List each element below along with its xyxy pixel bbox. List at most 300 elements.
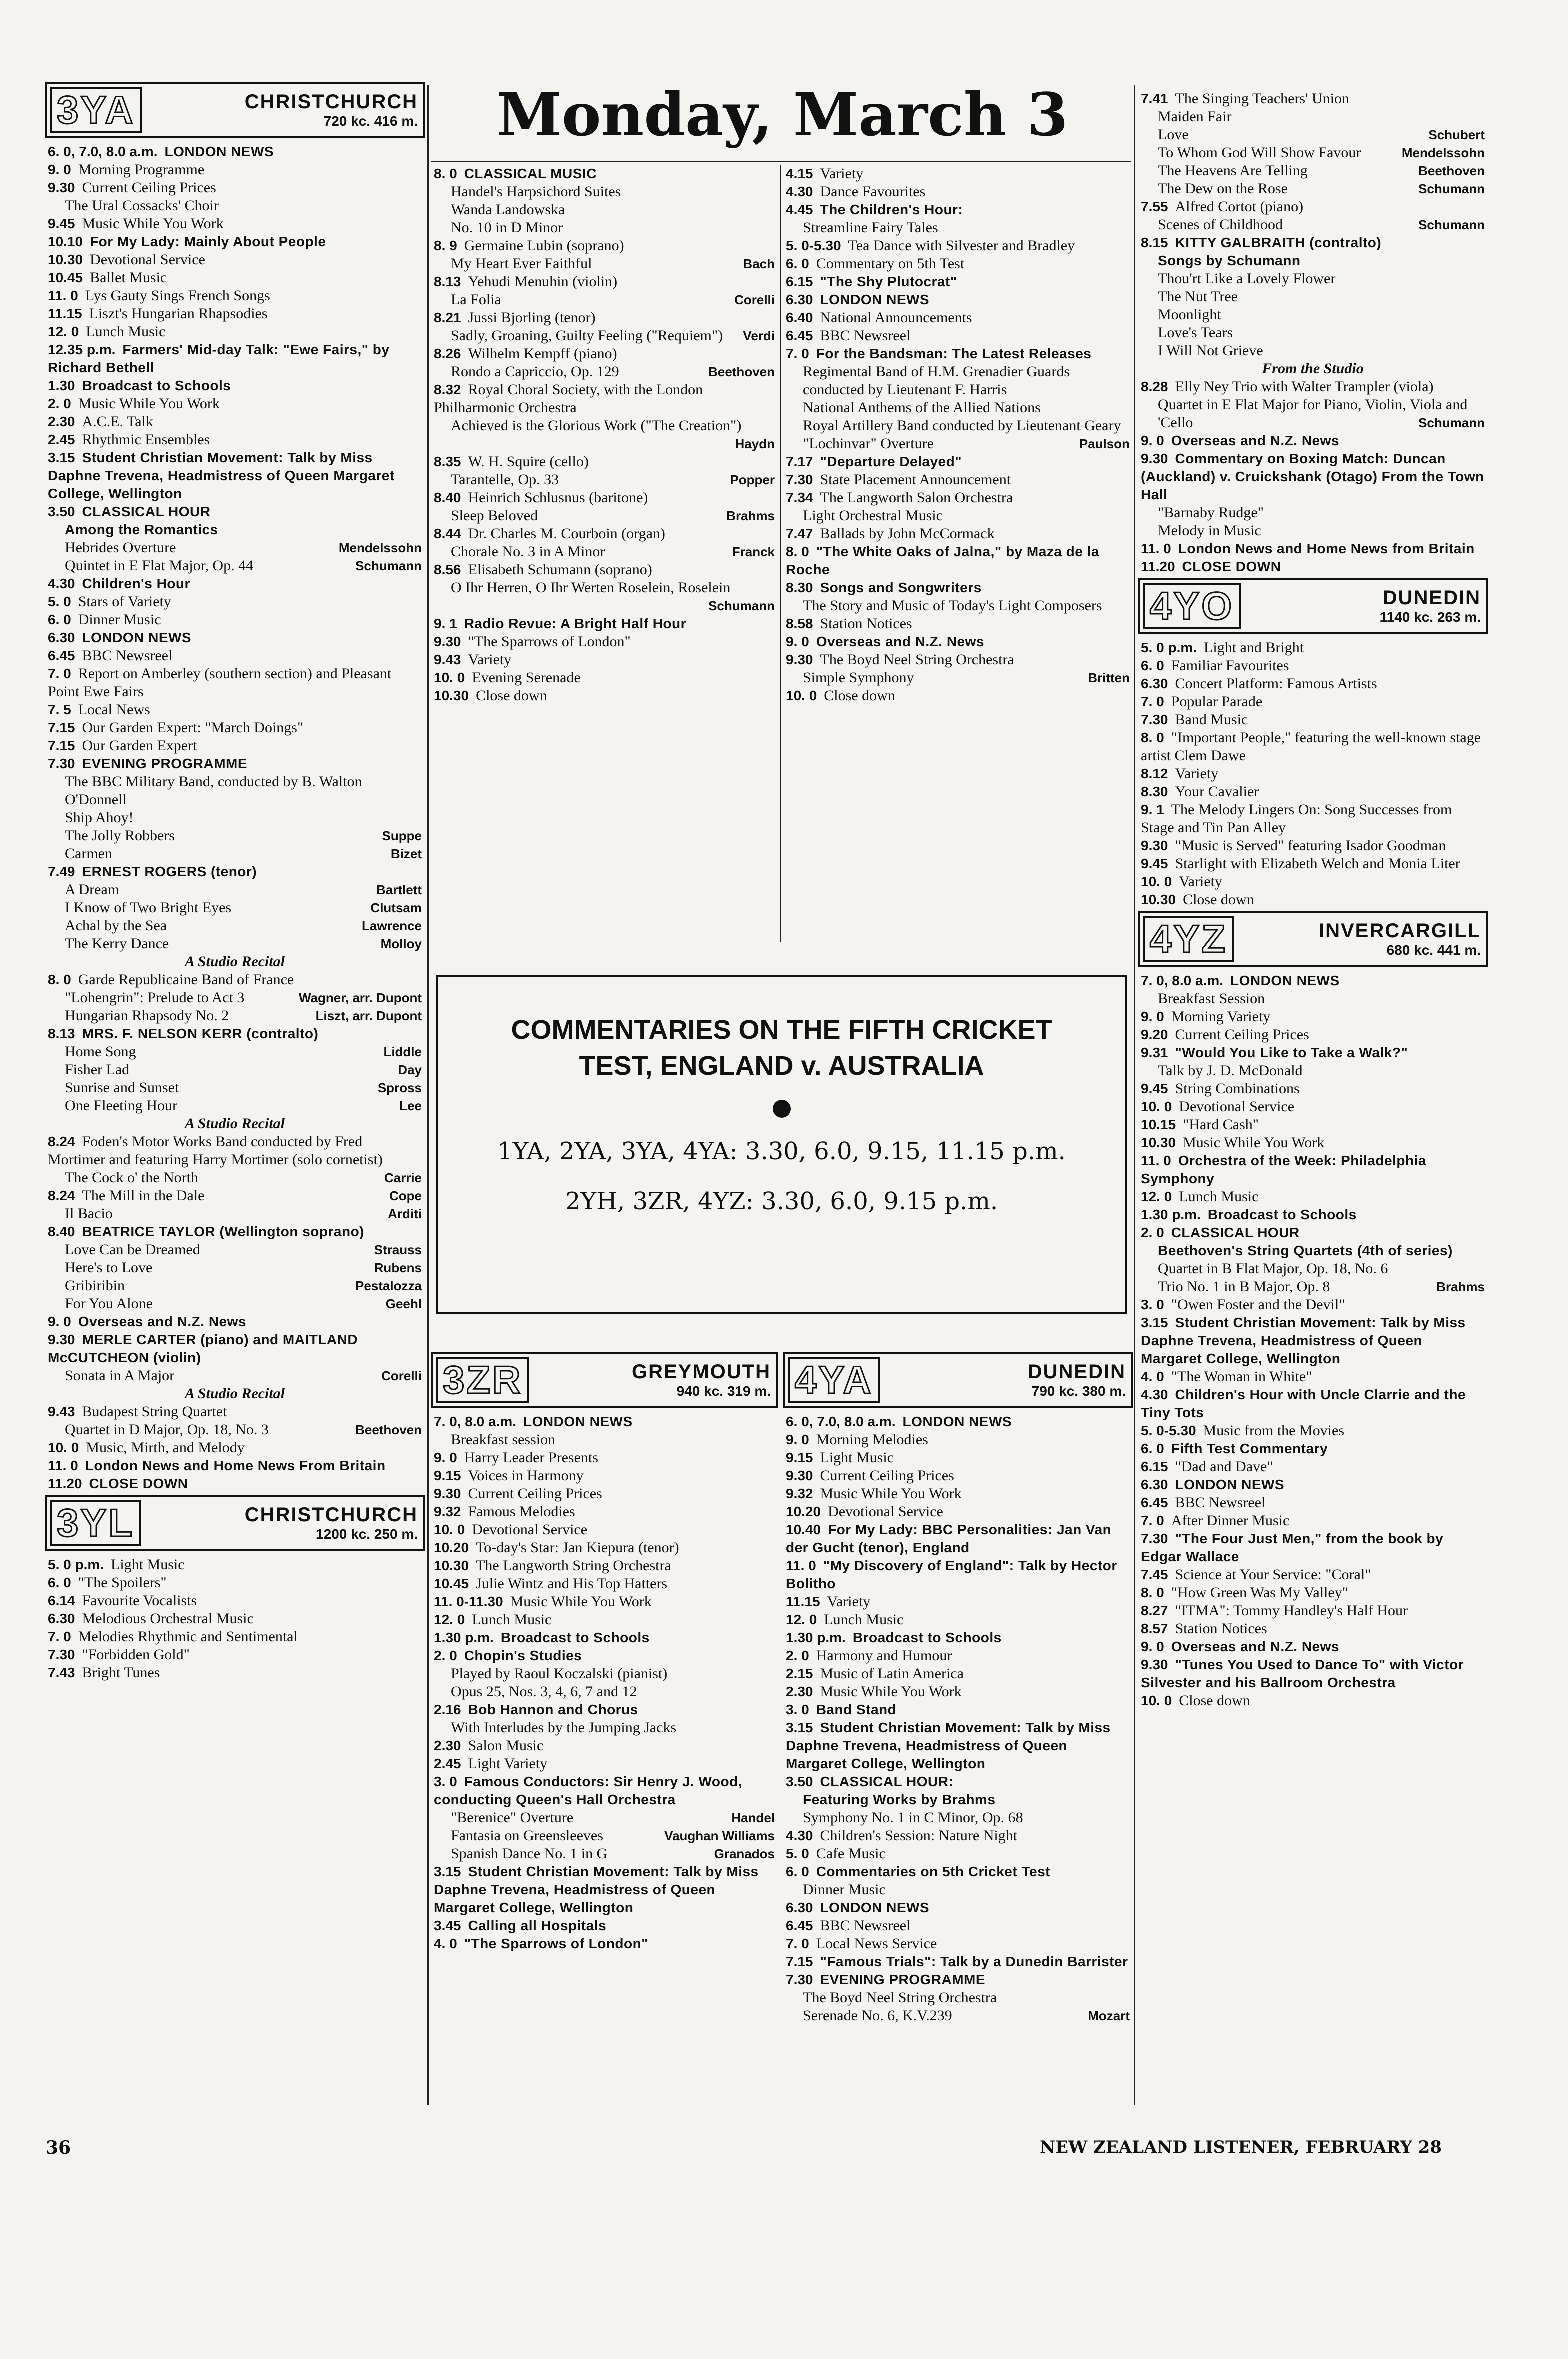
composer-name: Pestalozza [356, 1278, 422, 1294]
programme-time: 12.35 p.m. [48, 342, 116, 358]
programme-title: "Would You Like to Take a Walk?" [1175, 1045, 1408, 1060]
programme-time: 6.15 [1141, 1459, 1168, 1474]
programme-time: 4.30 [1141, 1387, 1168, 1402]
programme-time: 6. 0 [786, 1864, 810, 1880]
programme-time: 2.45 [48, 432, 76, 448]
programme-title: The Singing Teachers' Union [1175, 90, 1350, 107]
programme-title: Variety [468, 652, 512, 668]
programme-title: Music of Latin America [820, 1666, 964, 1682]
composer-name: Rubens [374, 1260, 422, 1276]
programme-entry [1138, 1620, 1488, 1638]
column-3-lower [783, 1350, 1133, 2130]
programme-time: 9. 0 [786, 634, 810, 650]
programme-time: 6.30 [1141, 1477, 1168, 1492]
programme-title: Talk by J. D. McDonald [1158, 1062, 1303, 1079]
programme-time: 8.40 [48, 1224, 76, 1240]
programme-title: "The Shy Plutocrat" [820, 274, 958, 290]
programme-title: "The Sparrows of London" [468, 634, 631, 650]
programme-time: 8.40 [434, 490, 462, 506]
programme-title: Current Ceiling Prices [82, 180, 216, 196]
programme-title: Love Can be Dreamed [65, 1242, 200, 1258]
programme-title: Close down [1179, 1692, 1250, 1709]
programme-title: Regimental Band of H.M. Grenadier Guards conducted by Lieutenant F. Harris [803, 364, 1070, 398]
programme-time: 8.21 [434, 310, 462, 326]
programme-entry [1138, 855, 1488, 873]
programme-entry [45, 917, 425, 935]
programme-title: "Berenice" Overture [451, 1810, 574, 1826]
programme-entry [45, 503, 425, 521]
programme-title: Current Ceiling Prices [1175, 1026, 1310, 1043]
programme-entry [431, 1503, 778, 1521]
programme-title: Farmers' Mid-day Talk: "Ewe Fairs," by Richard Bethell [48, 342, 390, 376]
programme-entry [45, 647, 425, 665]
programme-entry [431, 633, 778, 651]
programme-title: Played by Raoul Koczalski (pianist) [451, 1666, 668, 1682]
programme-title: Children's Session: Nature Night [820, 1828, 1018, 1844]
programme-entry [1138, 765, 1488, 783]
programme-time: 10.15 [1141, 1117, 1176, 1132]
programme-time: 7. 0 [48, 666, 72, 682]
programme-title: CLASSICAL MUSIC [464, 166, 597, 182]
programme-time: 8.57 [1141, 1621, 1168, 1636]
programme-title: Lunch Music [824, 1612, 904, 1628]
programme-entry [431, 651, 778, 669]
programme-entry [1138, 432, 1488, 450]
programme-time: 8.44 [434, 526, 462, 542]
programme-title: Popular Parade [1171, 694, 1263, 710]
programme-entry [1138, 693, 1488, 711]
programme-title: Tarantelle, Op. 33 [451, 472, 560, 488]
programme-time: 8.12 [1141, 766, 1168, 782]
programme-time: 9.45 [1141, 856, 1168, 872]
programme-title: Carmen [65, 846, 112, 862]
studio-note: A Studio Recital [184, 1116, 286, 1132]
programme-title: Melodious Orchestral Music [82, 1610, 254, 1627]
programme-time: 1.30 [48, 378, 76, 394]
programme-title: Rhythmic Ensembles [82, 432, 210, 448]
programme-entry [1138, 198, 1488, 216]
programme-title: Yehudi Menuhin (violin) [468, 274, 618, 290]
programme-entry [431, 1809, 778, 1827]
programme-time: 10.45 [48, 270, 84, 286]
programme-title: Our Garden Expert [82, 738, 198, 754]
programme-title: To Whom God Will Show Favour [1158, 144, 1362, 161]
programme-entry [431, 345, 778, 363]
programme-title: Local News Service [816, 1936, 938, 1952]
programme-title: Salon Music [468, 1738, 544, 1754]
programme-time: 9.45 [48, 216, 76, 232]
programme-entry [1138, 558, 1488, 576]
programme-time: 10.30 [434, 688, 470, 704]
programme-time: 11. 0 [48, 288, 78, 304]
programme-title: CLOSE DOWN [1182, 559, 1282, 574]
programme-entry [783, 471, 1133, 489]
composer-name: Britten [1088, 670, 1130, 686]
programme-entry [431, 1539, 778, 1557]
programme-time: 10. 0 [434, 670, 466, 686]
programme-entry [45, 881, 425, 899]
programme-entry [783, 399, 1133, 417]
programme-entry [45, 989, 425, 1007]
programme-time: 9.30 [1141, 838, 1168, 854]
programme-entry [45, 377, 425, 395]
programme-title: Stars of Variety [78, 594, 172, 610]
programme-list [1138, 972, 1488, 1710]
programme-entry [45, 1025, 425, 1043]
composer-name: Mendelssohn [338, 540, 422, 556]
programme-entry [1138, 1512, 1488, 1530]
programme-title: CLOSE DOWN [89, 1476, 188, 1492]
programme-title: Dinner Music [78, 612, 162, 628]
programme-title: I Will Not Grieve [1158, 342, 1264, 359]
programme-entry [1138, 657, 1488, 675]
station-frequency: 1200 kc. 250 m. [316, 1526, 418, 1542]
studio-note: From the Studio [1262, 360, 1364, 377]
programme-title: Familiar Favourites [1171, 658, 1290, 674]
composer-name: Bartlett [376, 882, 422, 898]
programme-entry [1138, 1602, 1488, 1620]
programme-title: ERNEST ROGERS (tenor) [82, 864, 258, 880]
programme-time: 7.30 [48, 756, 76, 772]
programme-time: 9.32 [786, 1486, 814, 1502]
programme-entry [45, 305, 425, 323]
programme-title: CLASSICAL HOUR [82, 504, 211, 520]
programme-entry [45, 809, 425, 827]
publication-footer: NEW ZEALAND LISTENER, FEBRUARY 28 [1040, 2138, 1442, 2158]
programme-title: Royal Artillery Band conducted by Lieutenant Geary [803, 418, 1122, 434]
programme-time: 6.40 [786, 310, 814, 326]
programme-entry [45, 143, 425, 161]
programme-entry [1138, 504, 1488, 522]
programme-title: Breakfast Session [1158, 990, 1266, 1007]
programme-entry [431, 1593, 778, 1611]
programme-title: Light Music [820, 1450, 894, 1466]
programme-entry [1138, 1368, 1488, 1386]
programme-title: Favourite Vocalists [82, 1592, 198, 1609]
programme-time: 12. 0 [434, 1612, 466, 1628]
programme-title: One Fleeting Hour [65, 1098, 178, 1114]
programme-title: Commentary on Boxing Match: Duncan (Auckland) v. Cruickshank (Otago) From the Town Hall [1141, 451, 1484, 502]
composer-name: Vaughan Williams [664, 1828, 775, 1844]
programme-time: 9.15 [786, 1450, 814, 1466]
programme-title: "ITMA": Tommy Handley's Half Hour [1175, 1602, 1408, 1619]
programme-entry [1138, 837, 1488, 855]
programme-title: Spanish Dance No. 1 in G [451, 1846, 608, 1862]
programme-entry [783, 435, 1133, 453]
programme-time: 8.56 [434, 562, 462, 578]
programme-entry [45, 1331, 425, 1367]
programme-time: 6.14 [48, 1593, 76, 1608]
programme-title: Overseas and N.Z. News [78, 1314, 246, 1330]
programme-entry [431, 1449, 778, 1467]
programme-entry [45, 1295, 425, 1313]
programme-entry [45, 719, 425, 737]
station-city: CHRISTCHURCH [244, 1504, 418, 1526]
programme-entry [1138, 1386, 1488, 1422]
programme-time: 3.45 [434, 1918, 462, 1934]
programme-time: 6.45 [786, 1918, 814, 1934]
programme-title: Il Bacio [65, 1206, 113, 1222]
composer-name: Schumann [708, 598, 775, 614]
programme-title: Songs and Songwriters [820, 580, 982, 596]
composer-name: Strauss [374, 1242, 422, 1258]
programme-entry [1138, 891, 1488, 909]
programme-entry [1138, 1098, 1488, 1116]
programme-entry [1138, 1566, 1488, 1584]
programme-title: For the Bandsman: The Latest Releases [816, 346, 1092, 362]
programme-title: Science at Your Service: "Coral" [1175, 1566, 1372, 1583]
programme-entry [1138, 972, 1488, 990]
composer-name: Liszt, arr. Dupont [316, 1008, 422, 1024]
station-header-3yl [45, 1495, 425, 1551]
programme-title: Moonlight [1158, 306, 1222, 323]
programme-entry [431, 237, 778, 255]
programme-time: 7.15 [48, 720, 76, 736]
programme-title: The Boyd Neel String Orchestra [820, 652, 1014, 668]
programme-time: 1.30 p.m. [434, 1630, 494, 1646]
programme-entry [783, 453, 1133, 471]
programme-entry [431, 417, 778, 453]
programme-entry [1138, 1260, 1488, 1278]
programme-entry [1138, 1476, 1488, 1494]
programme-entry [783, 327, 1133, 345]
programme-entry [431, 291, 778, 309]
programme-title: The Heavens Are Telling [1158, 162, 1308, 179]
programme-entry [45, 215, 425, 233]
programme-time: 9.43 [48, 1404, 76, 1420]
programme-title: Morning Melodies [816, 1432, 928, 1448]
programme-entry [783, 1827, 1133, 1845]
programme-title: Quartet in B Flat Major, Op. 18, No. 6 [1158, 1260, 1388, 1277]
programme-title: Chopin's Studies [464, 1648, 582, 1664]
programme-entry [783, 633, 1133, 651]
composer-name: Geehl [386, 1296, 422, 1312]
programme-title: Close down [1183, 892, 1254, 908]
composer-name: Lawrence [362, 918, 422, 934]
programme-title: Wanda Landowska [451, 202, 566, 218]
programme-list [783, 165, 1133, 705]
programme-title: Elisabeth Schumann (soprano) [468, 562, 652, 578]
programme-time: 7.47 [786, 526, 814, 542]
programme-time: 10.30 [434, 1558, 470, 1574]
programme-title: The Children's Hour: [820, 202, 964, 218]
programme-title: Beethoven's String Quartets (4th of series) [1158, 1243, 1453, 1258]
programme-time: 2. 0 [48, 396, 72, 412]
programme-title: Love [1158, 126, 1189, 143]
programme-time: 6. 0 [786, 256, 810, 272]
programme-title: Ship Ahoy! [65, 810, 134, 826]
programme-entry [45, 233, 425, 251]
programme-entry [45, 1241, 425, 1259]
programme-entry [431, 1557, 778, 1575]
programme-title: Harmony and Humour [816, 1648, 952, 1664]
programme-time: 6.30 [1141, 676, 1168, 692]
programme-title: Broadcast to Schools [500, 1630, 650, 1646]
programme-entry [431, 183, 778, 201]
programme-time: 8.58 [786, 616, 814, 632]
column-3-upper [783, 165, 1133, 955]
programme-time: 9.45 [1141, 1081, 1168, 1096]
programme-title: Trio No. 1 in B Major, Op. 8 [1158, 1278, 1330, 1295]
programme-time: 7. 0 [786, 1936, 810, 1952]
programme-time: 12. 0 [786, 1612, 818, 1628]
programme-entry [45, 1133, 425, 1169]
programme-title: Home Song [65, 1044, 136, 1060]
programme-entry [783, 345, 1133, 363]
programme-entry [431, 543, 778, 561]
programme-entry [1138, 1080, 1488, 1098]
programme-title: Fantasia on Greensleeves [451, 1828, 604, 1844]
programme-entry [45, 251, 425, 269]
composer-name: Clutsam [370, 900, 422, 916]
programme-entry [1138, 252, 1488, 270]
programme-entry [1138, 396, 1488, 432]
programme-time: 9.20 [1141, 1027, 1168, 1042]
programme-entry [1138, 324, 1488, 342]
programme-time: 2.15 [786, 1666, 814, 1682]
programme-time: 6.45 [786, 328, 814, 344]
programme-entry [431, 1827, 778, 1845]
programme-entry [45, 665, 425, 701]
composer-name: Popper [730, 472, 775, 488]
programme-entry [1138, 1008, 1488, 1026]
programme-title: Dr. Charles M. Courboin (organ) [468, 526, 666, 542]
column-1 [45, 80, 425, 2130]
station-frequency: 790 kc. 380 m. [1032, 1383, 1126, 1399]
programme-title: Here's to Love [65, 1260, 153, 1276]
programme-entry [45, 1385, 425, 1403]
programme-title: Devotional Service [828, 1504, 944, 1520]
programme-title: Hebrides Overture [65, 540, 176, 556]
programme-entry [1138, 1242, 1488, 1260]
programme-title: W. H. Squire (cello) [468, 454, 589, 470]
programme-title: Symphony No. 1 in C Minor, Op. 68 [803, 1810, 1024, 1826]
programme-time: 4.30 [786, 184, 814, 200]
programme-title: Current Ceiling Prices [468, 1486, 602, 1502]
programme-title: Student Christian Movement: Talk by Miss Daphne Trevena, Headmistress of Queen Margaret College, Wellington [434, 1864, 759, 1916]
programme-title: My Heart Ever Faithful [451, 256, 592, 272]
programme-time: 9.30 [1141, 1657, 1168, 1672]
programme-time: 7.43 [48, 1665, 76, 1680]
programme-title: Sleep Beloved [451, 508, 538, 524]
programme-title: The Jolly Robbers [65, 828, 175, 844]
programme-title: "Owen Foster and the Devil" [1171, 1296, 1346, 1313]
programme-time: 8. 0 [48, 972, 72, 988]
programme-title: LONDON NEWS [1230, 973, 1340, 988]
programme-entry [45, 197, 425, 215]
programme-entry [45, 1664, 425, 1682]
programme-time: 3. 0 [1141, 1297, 1164, 1312]
programme-entry [45, 1313, 425, 1331]
programme-time: 2. 0 [1141, 1225, 1164, 1240]
programme-entry [783, 1521, 1133, 1557]
programme-title: The Boyd Neel String Orchestra [803, 1990, 998, 2006]
programme-entry [783, 201, 1133, 219]
programme-entry [45, 1205, 425, 1223]
programme-title: Songs by Schumann [1158, 253, 1301, 268]
programme-entry [45, 521, 425, 539]
programme-time: 6.30 [786, 292, 814, 308]
programme-entry [783, 165, 1133, 183]
programme-time: 11. 0 [1141, 541, 1172, 556]
programme-time: 9. 0 [1141, 1639, 1164, 1654]
programme-entry [783, 1899, 1133, 1917]
composer-name: Haydn [735, 436, 775, 452]
composer-name: Corelli [734, 292, 775, 308]
programme-title: Garde Republicaine Band of France [78, 972, 294, 988]
programme-entry [783, 669, 1133, 687]
station-frequency: 1140 kc. 263 m. [1380, 609, 1481, 625]
programme-title: Jussi Bjorling (tenor) [468, 310, 596, 326]
programme-title: MRS. F. NELSON KERR (contralto) [82, 1026, 319, 1042]
composer-name: Beethoven [708, 364, 775, 380]
programme-entry [783, 1647, 1133, 1665]
programme-title: Elly Ney Trio with Walter Trampler (viola) [1175, 378, 1434, 395]
programme-time: 8. 0 [1141, 730, 1164, 746]
programme-entry [431, 669, 778, 687]
programme-entry [1138, 126, 1488, 144]
programme-time: 7.45 [1141, 1567, 1168, 1582]
programme-entry [1138, 1422, 1488, 1440]
programme-time: 2. 0 [786, 1648, 810, 1664]
programme-title: After Dinner Music [1171, 1512, 1290, 1529]
programme-title: "Barnaby Rudge" [1158, 504, 1264, 521]
programme-title: LONDON NEWS [524, 1414, 633, 1430]
programme-time: 6.30 [48, 630, 76, 646]
programme-entry [783, 1719, 1133, 1773]
programme-entry [1138, 990, 1488, 1008]
programme-time: 9. 1 [1141, 802, 1164, 818]
programme-time: 4.30 [48, 576, 76, 592]
programme-title: "The White Oaks of Jalna," by Maza de la Roche [786, 544, 1100, 578]
programme-entry [1138, 540, 1488, 558]
programme-title: Children's Hour with Uncle Clarrie and the Tiny Tots [1141, 1387, 1466, 1420]
station-callsign: 4YO [1143, 583, 1241, 629]
programme-title: A.C.E. Talk [82, 414, 154, 430]
programme-time: 7. 0, 8.0 a.m. [434, 1414, 516, 1430]
programme-title: Budapest String Quartet [82, 1404, 228, 1420]
programme-entry [1138, 522, 1488, 540]
programme-time: 7. 0 [786, 346, 810, 362]
station-frequency: 940 kc. 319 m. [676, 1383, 771, 1399]
programme-time: 10. 0 [1141, 1693, 1172, 1708]
station-header-4yz [1138, 911, 1488, 967]
programme-entry [45, 1079, 425, 1097]
composer-name: Mozart [1088, 2008, 1130, 2024]
programme-entry [1138, 288, 1488, 306]
programme-title: The Kerry Dance [65, 936, 170, 952]
programme-time: 6. 0, 7.0, 8.0 a.m. [786, 1414, 896, 1430]
programme-entry [431, 1629, 778, 1647]
programme-entry [783, 219, 1133, 237]
programme-title: LONDON NEWS [902, 1414, 1012, 1430]
programme-entry [783, 1809, 1133, 1827]
programme-title: Light Music [111, 1556, 185, 1573]
programme-time: 4.15 [786, 166, 814, 182]
programme-time: 6. 0 [48, 612, 72, 628]
station-header-4yo [1138, 578, 1488, 634]
programme-title: Wilhelm Kempff (piano) [468, 346, 618, 362]
programme-time: 7.55 [1141, 199, 1168, 214]
programme-time: 9. 0 [434, 1450, 458, 1466]
programme-title: Station Notices [820, 616, 912, 632]
station-city: CHRISTCHURCH [244, 90, 418, 113]
column-2-lower [431, 1350, 778, 2130]
programme-entry [1138, 1026, 1488, 1044]
programme-entry [45, 1574, 425, 1592]
programme-entry [45, 1043, 425, 1061]
programme-title: Achal by the Sea [65, 918, 168, 934]
